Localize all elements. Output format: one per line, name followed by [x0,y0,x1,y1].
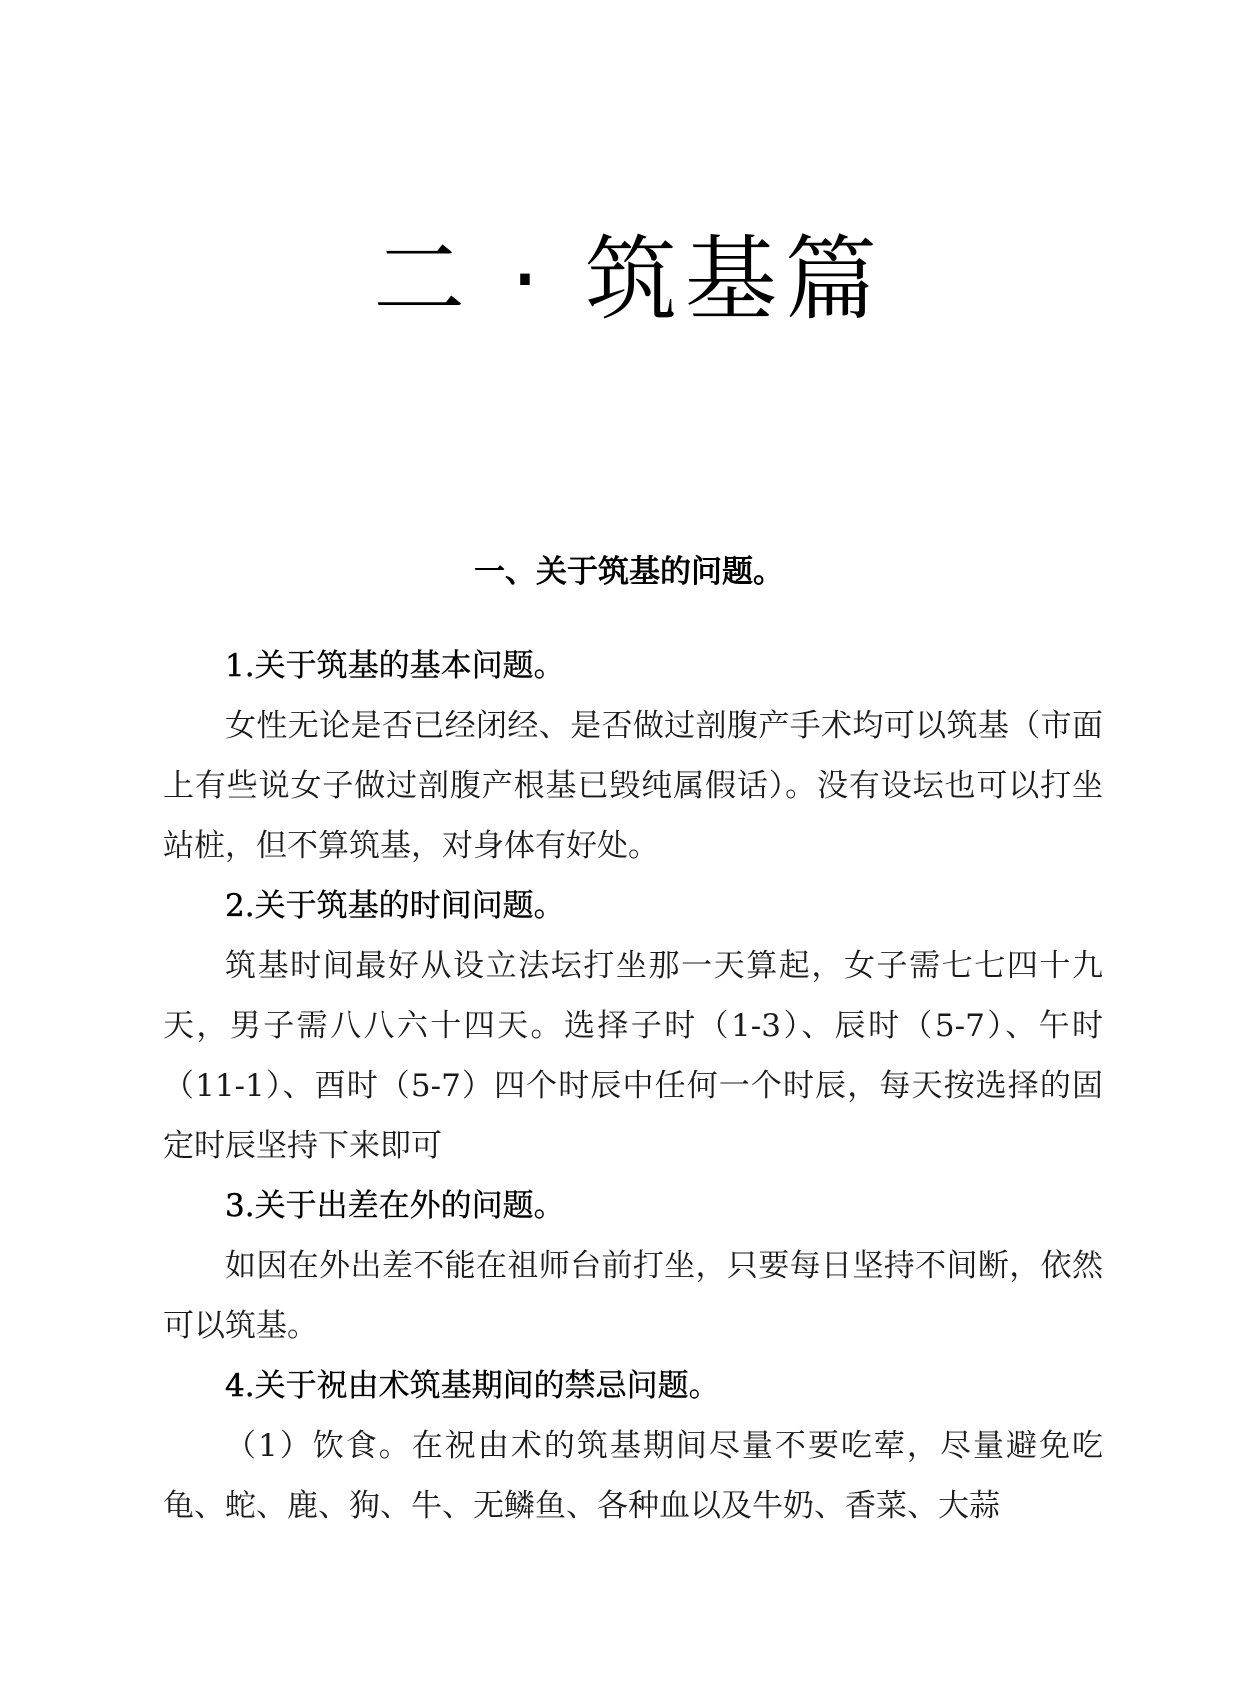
item-heading: 2.关于筑基的时间问题。 [225,888,565,924]
paragraph: 女性无论是否已经闭经、是否做过剖腹产手术均可以筑基（市面上有些说女子做过剖腹产根基已毁纯属假话）。没有设坛也可以打坐站桩，但不算筑基，对身体有好处。 [163,708,1103,864]
paragraph: 如因在外出差不能在祖师台前打坐，只要每日坚持不间断，依然可以筑基。 [163,1248,1103,1344]
chapter-title: 二 · 筑基篇 [373,226,885,333]
paragraph: （1）饮食。在祝由术的筑基期间尽量不要吃荤，尽量避免吃龟、蛇、鹿、狗、牛、无鳞鱼、各种血以及牛奶、香菜、大蒜 [163,1428,1103,1524]
item-heading: 1.关于筑基的基本问题。 [225,648,565,684]
item-heading: 4.关于祝由术筑基期间的禁忌问题。 [225,1368,720,1404]
body-text [163,636,1103,1536]
item-heading: 3.关于出差在外的问题。 [225,1188,565,1224]
paragraph: 筑基时间最好从设立法坛打坐那一天算起，女子需七七四十九天，男子需八八六十四天。选择子时（1-3）、辰时（5-7）、午时（11-1）、酉时（5-7）四个时辰中任何一个时辰，每天按选择的固定时辰坚持下来即可 [163,948,1103,1164]
section-heading: 一、关于筑基的问题。 [474,554,784,590]
